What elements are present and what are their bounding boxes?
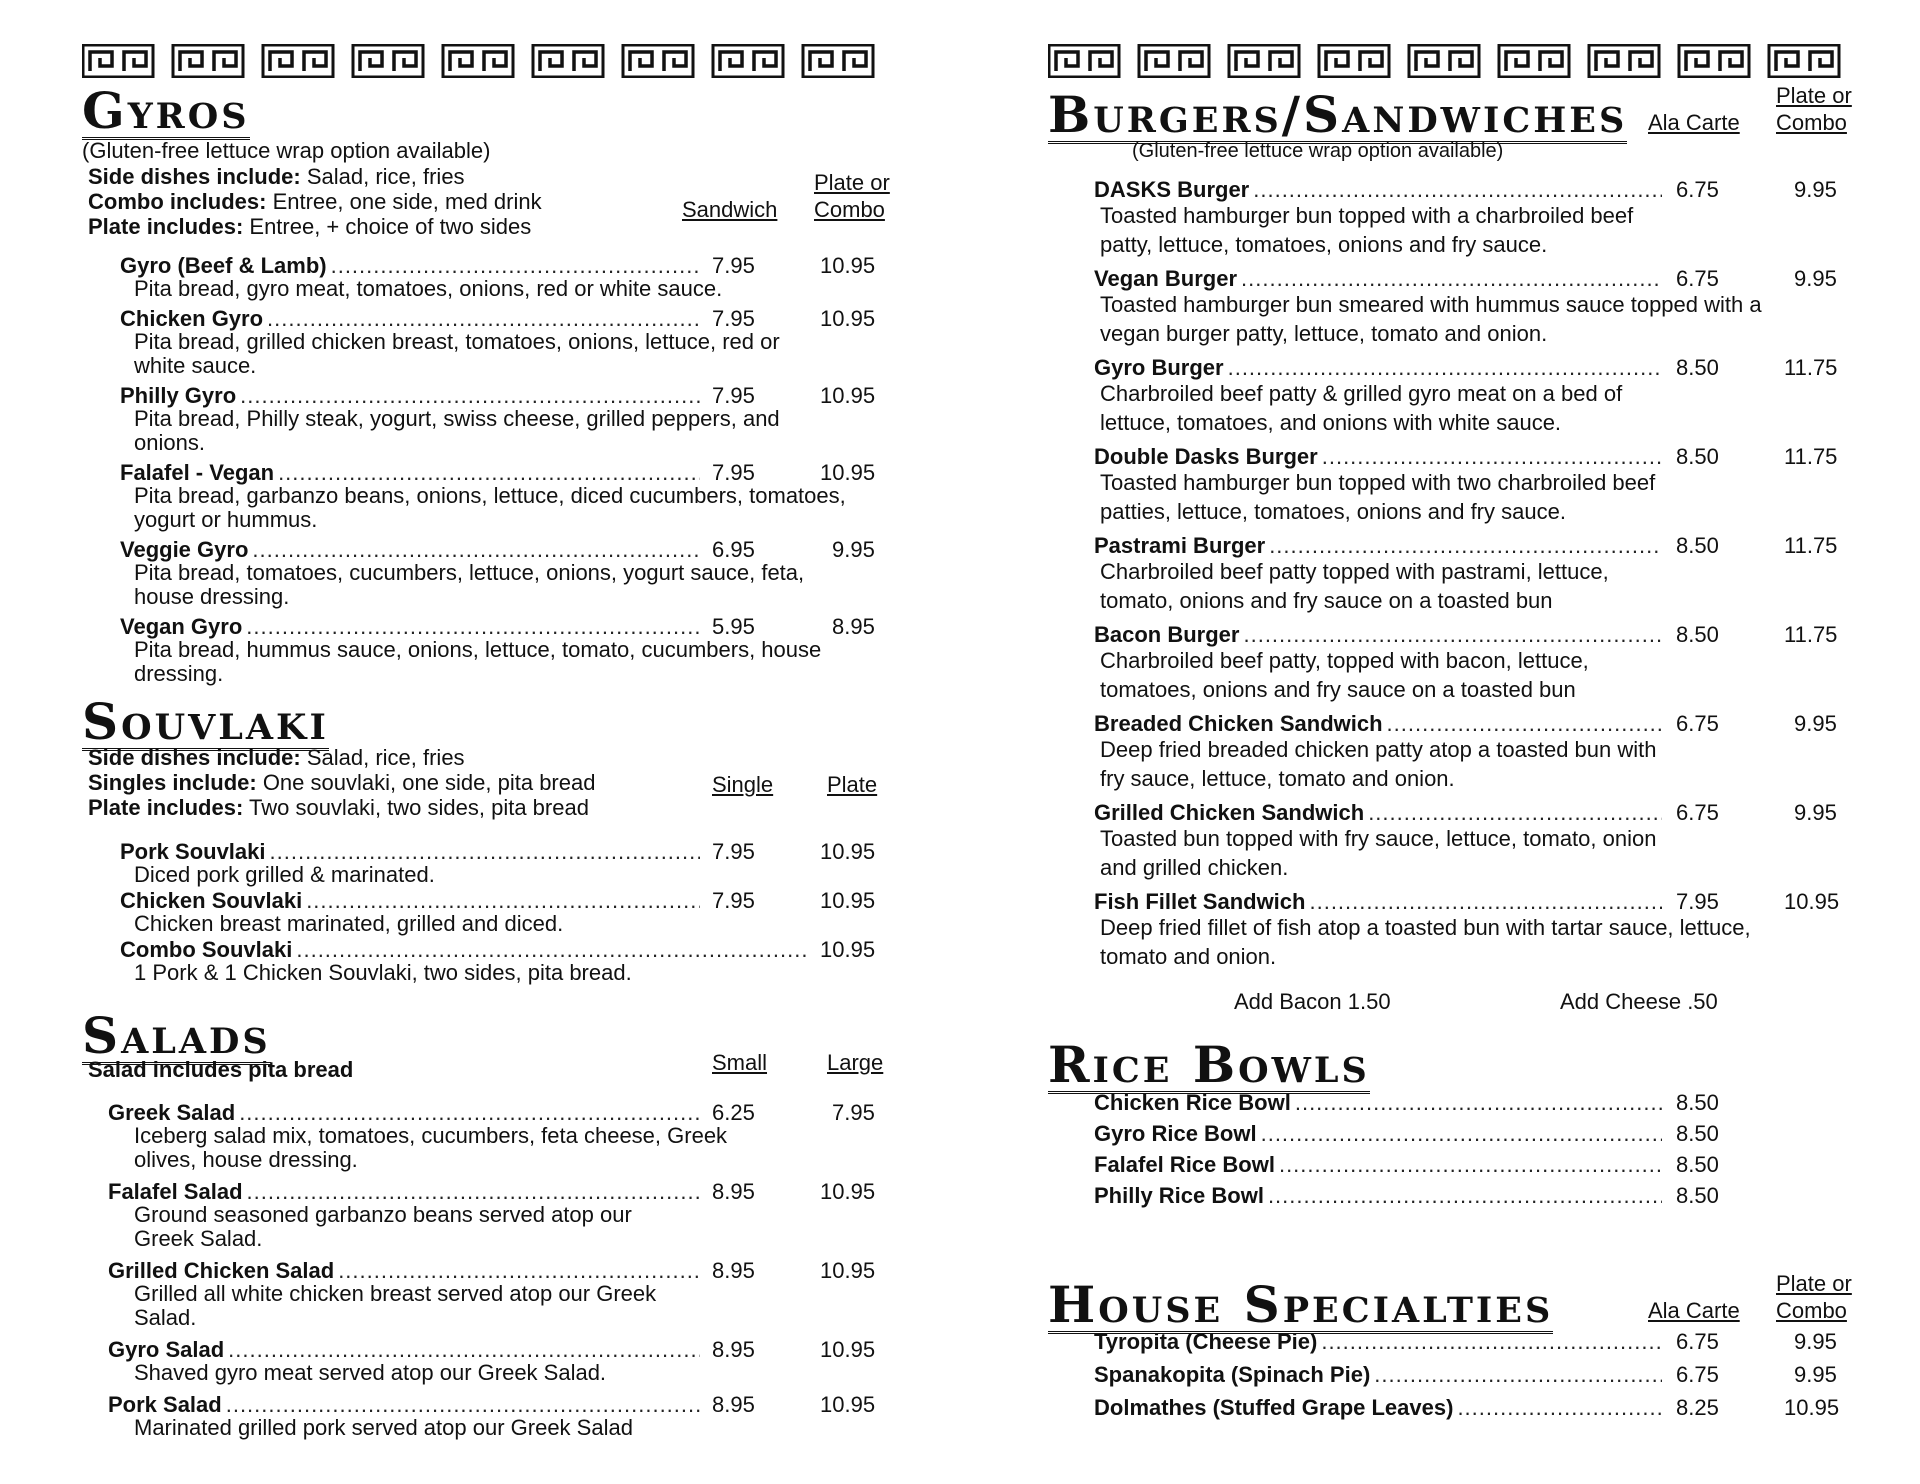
item-name: Bacon Burger	[1094, 622, 1240, 647]
section-title-gyros: Gyros	[82, 81, 250, 140]
menu-item	[108, 1181, 898, 1251]
greek-key-pattern	[82, 44, 892, 78]
item-price-2: 10.95	[820, 253, 876, 278]
item-price-1: 7.95	[712, 839, 755, 864]
item-name: Greek Salad	[108, 1100, 236, 1125]
burgers-col-combo: Combo	[1776, 110, 1847, 135]
item-price-1: 6.95	[712, 537, 755, 562]
item-name: Gyro Burger	[1094, 355, 1224, 380]
item-price-2: 10.95	[820, 460, 876, 485]
item-description: Marinated grilled pork served atop our Greek Salad	[134, 1415, 633, 1440]
souvlaki-plate-note: Plate includes: Two souvlaki, two sides, pita bread	[88, 795, 589, 820]
item-description: Deep fried fillet of fish atop a toasted bun with tartar sauce, lettuce, tomato and onion.	[1100, 915, 1751, 969]
item-name: Gyro Salad	[108, 1337, 225, 1362]
item-price-1: 7.95	[712, 460, 755, 485]
item-price-1: 8.50	[1676, 622, 1719, 647]
item-price-2: 10.95	[820, 1337, 876, 1362]
item-name: Philly Rice Bowl	[1094, 1183, 1264, 1208]
item-price-2: 10.95	[820, 937, 876, 962]
item-price-2: 10.95	[820, 1258, 876, 1283]
item-price-1: 6.75	[1676, 711, 1719, 736]
menu-item	[1094, 535, 1874, 615]
salads-note: Salad includes pita bread	[88, 1057, 354, 1082]
gyros-col-plate-or: Plate or	[814, 170, 890, 195]
section-title-rice-bowls: Rice Bowls	[1048, 1035, 1370, 1094]
item-name: Dolmathes (Stuffed Grape Leaves)	[1094, 1395, 1454, 1420]
menu-item	[120, 890, 900, 936]
menu-item	[108, 1260, 898, 1330]
item-description: Pita bread, Philly steak, yogurt, swiss cheese, grilled peppers, and onions.	[134, 406, 780, 455]
item-price-1: 6.75	[1676, 177, 1719, 202]
item-price-1: 6.75	[1676, 800, 1719, 825]
item-name: Breaded Chicken Sandwich	[1094, 711, 1383, 736]
item-description: Toasted hamburger bun smeared with hummus sauce topped with a vegan burger patty, lettuce, tomato and onion.	[1100, 292, 1762, 346]
item-name: DASKS Burger	[1094, 177, 1250, 202]
item-price-2: 9.95	[832, 537, 875, 562]
menu-item	[120, 939, 900, 985]
menu-item	[108, 1102, 898, 1172]
specialties-col-combo: Combo	[1776, 1298, 1847, 1323]
item-name: Gyro (Beef & Lamb)	[120, 253, 327, 278]
item-description: Pita bread, garbanzo beans, onions, lettuce, diced cucumbers, tomatoes, yogurt or hummus.	[134, 483, 846, 532]
item-name: Chicken Rice Bowl	[1094, 1090, 1291, 1115]
item-name: Spanakopita (Spinach Pie)	[1094, 1362, 1371, 1387]
gyros-side-note: Side dishes include: Salad, rice, fries	[88, 164, 465, 189]
menu-item	[120, 539, 900, 609]
item-price-1: 7.95	[712, 253, 755, 278]
menu-item	[120, 841, 900, 887]
item-price-1: 7.95	[712, 383, 755, 408]
menu-item	[1094, 891, 1874, 971]
item-price-1: 8.50	[1676, 1183, 1719, 1208]
item-price-1: 6.75	[1676, 266, 1719, 291]
item-price-2: 10.95	[820, 888, 876, 913]
menu-item	[108, 1394, 898, 1440]
item-description: Pita bread, hummus sauce, onions, lettuce, tomato, cucumbers, house dressing.	[134, 637, 822, 686]
gyros-plate-note: Plate includes: Entree, + choice of two sides	[88, 214, 532, 239]
menu-item	[120, 616, 900, 686]
item-price-2: 11.75	[1784, 533, 1838, 558]
item-price-2: 9.95	[1794, 1362, 1837, 1387]
section-title-salads: Salads	[82, 1006, 271, 1065]
item-price-2: 11.75	[1784, 622, 1838, 647]
item-name: Tyropita (Cheese Pie)	[1094, 1329, 1318, 1354]
item-price-1: 8.95	[712, 1179, 755, 1204]
item-name: Grilled Chicken Sandwich	[1094, 800, 1365, 825]
section-title-souvlaki: Souvlaki	[82, 692, 329, 751]
greek-key-pattern	[1048, 44, 1858, 78]
menu-item	[1094, 1092, 1874, 1114]
item-price-1: 8.50	[1676, 444, 1719, 469]
item-price-2: 8.95	[832, 614, 875, 639]
menu-item	[1094, 713, 1874, 793]
item-name: Falafel - Vegan	[120, 460, 275, 485]
item-description: Chicken breast marinated, grilled and diced.	[134, 911, 564, 936]
item-description: Pita bread, tomatoes, cucumbers, lettuce, onions, yogurt sauce, feta, house dressing.	[134, 560, 805, 609]
section-title-house-specialties: House Specialties	[1048, 1275, 1554, 1334]
item-price-2: 7.95	[832, 1100, 875, 1125]
menu-item	[1094, 802, 1874, 882]
menu-item	[1094, 446, 1874, 526]
menu-item	[1094, 1331, 1874, 1353]
item-price-1: 7.95	[1676, 889, 1719, 914]
specialties-col-plate-or: Plate or	[1776, 1271, 1852, 1296]
item-price-1: 8.50	[1676, 1090, 1719, 1115]
item-price-2: 9.95	[1794, 266, 1837, 291]
item-name: Gyro Rice Bowl	[1094, 1121, 1257, 1146]
gyros-col-combo: Combo	[814, 197, 885, 222]
add-bacon-note: Add Bacon 1.50	[1234, 989, 1391, 1014]
item-price-1: 7.95	[712, 306, 755, 331]
burgers-col-plate-or: Plate or	[1776, 83, 1852, 108]
item-price-2: 10.95	[820, 839, 876, 864]
gyros-combo-note: Combo includes: Entree, one side, med drink	[88, 189, 542, 214]
item-description: Ground seasoned garbanzo beans served atop our Greek Salad.	[134, 1202, 632, 1251]
item-price-1: 8.95	[712, 1258, 755, 1283]
item-description: Deep fried breaded chicken patty atop a toasted bun with fry sauce, lettuce, tomato and onion.	[1100, 737, 1657, 791]
item-price-1: 8.50	[1676, 1121, 1719, 1146]
item-price-1: 8.50	[1676, 1152, 1719, 1177]
item-price-2: 9.95	[1794, 1329, 1837, 1354]
item-price-2: 10.95	[820, 306, 876, 331]
item-name: Chicken Gyro	[120, 306, 264, 331]
souvlaki-singles-note: Singles include: One souvlaki, one side, pita bread	[88, 770, 596, 795]
item-name: Grilled Chicken Salad	[108, 1258, 335, 1283]
menu-item	[1094, 357, 1874, 437]
item-name: Pork Souvlaki	[120, 839, 266, 864]
item-price-1: 6.75	[1676, 1329, 1719, 1354]
greek-key-border-right	[1048, 44, 1858, 78]
menu-item	[1094, 624, 1874, 704]
souvlaki-col-plate: Plate	[827, 772, 878, 797]
item-name: Pork Salad	[108, 1392, 222, 1417]
item-description: Pita bread, grilled chicken breast, tomatoes, onions, lettuce, red or white sauce.	[134, 329, 780, 378]
item-price-2: 10.95	[1784, 889, 1840, 914]
menu-item	[1094, 1123, 1874, 1145]
souvlaki-col-single: Single	[712, 772, 774, 797]
item-price-2: 9.95	[1794, 177, 1837, 202]
menu-item	[120, 385, 900, 455]
item-price-1: 7.95	[712, 888, 755, 913]
item-price-1: 5.95	[712, 614, 755, 639]
item-description: Iceberg salad mix, tomatoes, cucumbers, feta cheese, Greek olives, house dressing.	[134, 1123, 728, 1172]
item-name: Combo Souvlaki	[120, 937, 293, 962]
menu-item	[120, 308, 900, 378]
item-price-1: 8.95	[712, 1392, 755, 1417]
item-name: Chicken Souvlaki	[120, 888, 303, 913]
item-price-2: 9.95	[1794, 800, 1837, 825]
section-title-burgers: Burgers/Sandwiches	[1048, 85, 1628, 144]
gyros-col-sandwich: Sandwich	[682, 197, 778, 222]
menu-item	[120, 255, 900, 301]
greek-key-border-left	[82, 44, 892, 78]
item-description: Charbroiled beef patty topped with pastrami, lettuce, tomato, onions and fry sauce on a toasted bun	[1100, 559, 1609, 613]
item-price-2: 11.75	[1784, 355, 1838, 380]
item-price-2: 11.75	[1784, 444, 1838, 469]
item-name: Vegan Gyro	[120, 614, 243, 639]
salads-col-large: Large	[827, 1050, 884, 1075]
menu-item	[1094, 1154, 1874, 1176]
burgers-col-ala-carte: Ala Carte	[1648, 110, 1740, 135]
item-name: Veggie Gyro	[120, 537, 249, 562]
salads-col-small: Small	[712, 1050, 768, 1075]
item-description: Pita bread, gyro meat, tomatoes, onions, red or white sauce.	[134, 276, 723, 301]
add-cheese-note: Add Cheese .50	[1560, 989, 1718, 1014]
item-price-2: 10.95	[1784, 1395, 1840, 1420]
item-name: Vegan Burger	[1094, 266, 1238, 291]
item-description: Grilled all white chicken breast served atop our Greek Salad.	[134, 1281, 657, 1330]
item-description: Charbroiled beef patty, topped with bacon, lettuce, tomatoes, onions and fry sauce on a toasted bun	[1100, 648, 1589, 702]
specialties-col-ala-carte: Ala Carte	[1648, 1298, 1740, 1323]
item-name: Falafel Salad	[108, 1179, 243, 1204]
right-menu-column	[1048, 0, 1878, 1484]
item-price-1: 6.25	[712, 1100, 755, 1125]
item-name: Double Dasks Burger	[1094, 444, 1318, 469]
item-description: Shaved gyro meat served atop our Greek Salad.	[134, 1360, 607, 1385]
menu-item	[120, 462, 900, 532]
left-menu-column	[82, 0, 902, 1484]
item-name: Pastrami Burger	[1094, 533, 1266, 558]
item-price-2: 10.95	[820, 383, 876, 408]
menu-item	[1094, 179, 1874, 259]
item-description: Toasted hamburger bun topped with a charbroiled beef patty, lettuce, tomatoes, onions and fry sauce.	[1100, 203, 1634, 257]
item-price-2: 9.95	[1794, 711, 1837, 736]
item-description: Charbroiled beef patty & grilled gyro meat on a bed of lettuce, tomatoes, and onions with white sauce.	[1100, 381, 1623, 435]
item-price-1: 8.50	[1676, 533, 1719, 558]
item-price-1: 8.50	[1676, 355, 1719, 380]
menu-item	[1094, 268, 1874, 348]
item-name: Fish Fillet Sandwich	[1094, 889, 1306, 914]
item-price-1: 8.25	[1676, 1395, 1719, 1420]
item-name: Falafel Rice Bowl	[1094, 1152, 1275, 1177]
item-description: 1 Pork & 1 Chicken Souvlaki, two sides, pita bread.	[134, 960, 632, 985]
menu-item	[1094, 1185, 1874, 1207]
burgers-gluten-note: (Gluten-free lettuce wrap option available)	[1132, 140, 1504, 162]
item-price-2: 10.95	[820, 1392, 876, 1417]
menu-item	[1094, 1397, 1874, 1419]
menu-item	[108, 1339, 898, 1385]
item-price-1: 6.75	[1676, 1362, 1719, 1387]
item-price-1: 8.95	[712, 1337, 755, 1362]
item-description: Toasted hamburger bun topped with two charbroiled beef patties, lettuce, tomatoes, onions and fry sauce.	[1100, 470, 1656, 524]
item-price-2: 10.95	[820, 1179, 876, 1204]
item-description: Diced pork grilled & marinated.	[134, 862, 435, 887]
item-name: Philly Gyro	[120, 383, 237, 408]
item-description: Toasted bun topped with fry sauce, lettuce, tomato, onion and grilled chicken.	[1100, 826, 1657, 880]
souvlaki-side-note: Side dishes include: Salad, rice, fries	[88, 745, 465, 770]
gyros-gluten-note: (Gluten-free lettuce wrap option available)	[82, 138, 491, 163]
menu-item	[1094, 1364, 1874, 1386]
